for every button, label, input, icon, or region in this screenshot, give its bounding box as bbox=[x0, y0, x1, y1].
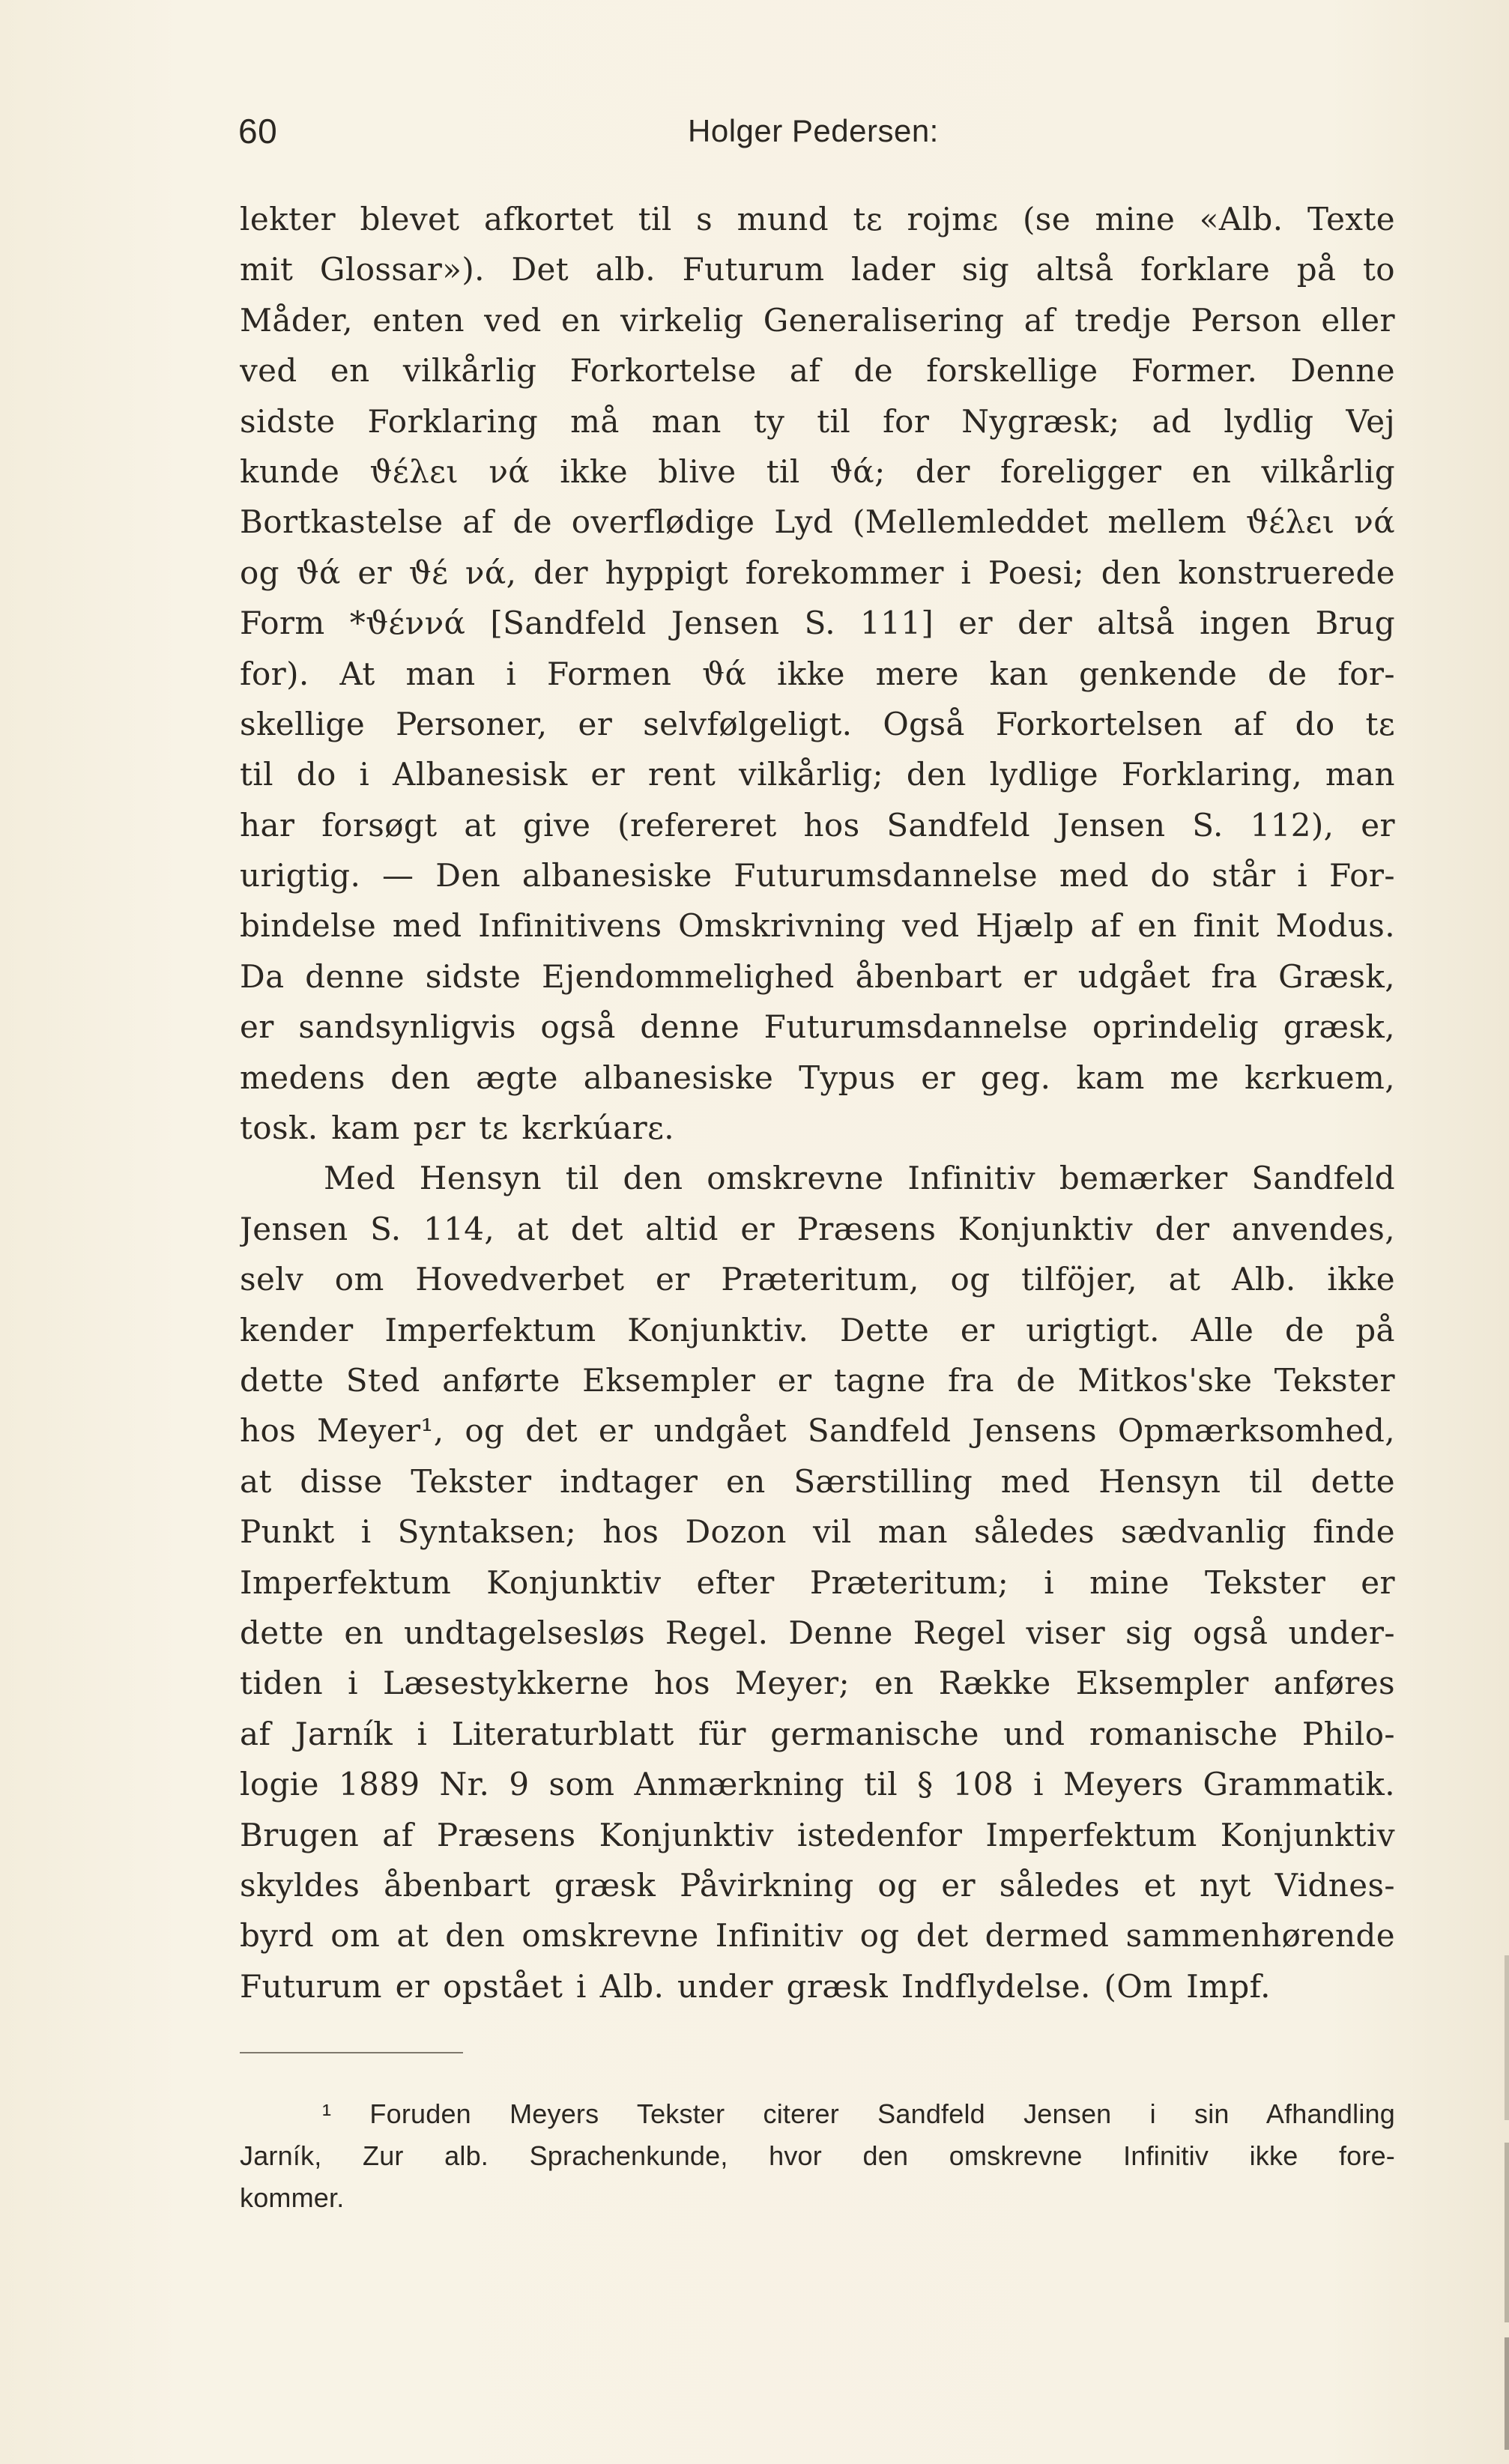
page-edge-shadow bbox=[1505, 2143, 1509, 2322]
text-line: logie 1889 Nr. 9 som Anmærkning til § 108 i Meyers Grammatik. bbox=[240, 1766, 1395, 1803]
text-line: og ϑά er ϑέ νά, der hyppigt forekommer i Poesi; den konstruerede bbox=[240, 554, 1395, 591]
text-line: Brugen af Præsens Konjunktiv istedenfor Imperfektum Konjunktiv bbox=[240, 1816, 1395, 1853]
page-edge-shadow bbox=[1505, 2337, 1509, 2450]
text-line: dette Sted anførte Eksempler er tagne fra de Mitkos'ske Tekster bbox=[240, 1361, 1395, 1399]
text-line: urigtig. — Den albanesiske Futurumsdannelse med do står i For- bbox=[240, 857, 1395, 895]
text-line: Imperfektum Konjunktiv efter Præteritum; i mine Tekster er bbox=[240, 1564, 1395, 1601]
text-line: tosk. kam pεr tε kεrkúarε. bbox=[240, 1110, 675, 1147]
footnote-line: Jarník, Zur alb. Sprachenkunde, hvor den omskrevne Infinitiv ikke fore- bbox=[240, 2140, 1395, 2171]
text-line: kunde ϑέλει νά ikke blive til ϑά; der foreligger en vilkårlig bbox=[240, 452, 1395, 490]
text-line: Måder, enten ved en virkelig Generalisering af tredje Person eller bbox=[240, 301, 1395, 339]
footnote-line: kommer. bbox=[240, 2182, 345, 2213]
main-text bbox=[240, 194, 1395, 2012]
text-line: skellige Personer, er selvfølgeligt. Også Forkortelsen af do tε bbox=[240, 705, 1395, 742]
text-line: Punkt i Syntaksen; hos Dozon vil man således sædvanlig finde bbox=[240, 1513, 1395, 1551]
text-line: kender Imperfektum Konjunktiv. Dette er urigtigt. Alle de på bbox=[240, 1311, 1395, 1348]
text-line: tiden i Læsestykkerne hos Meyer; en Række Eksempler anføres bbox=[240, 1665, 1395, 1702]
text-line: bindelse med Infinitivens Omskrivning ved Hjælp af en finit Modus. bbox=[240, 907, 1395, 945]
text-line: Form *ϑέννά [Sandfeld Jensen S. 111] er der altså ingen Brug bbox=[240, 605, 1395, 642]
text-line: for). At man i Formen ϑά ikke mere kan genkende de for- bbox=[240, 655, 1395, 692]
page-number: 60 bbox=[238, 112, 278, 151]
text-line: Med Hensyn til den omskrevne Infinitiv bemærker Sandfeld bbox=[324, 1160, 1395, 1197]
running-head: Holger Pedersen: bbox=[688, 113, 939, 148]
text-line: medens den ægte albanesiske Typus er geg. kam me kεrkuem, bbox=[240, 1059, 1395, 1096]
text-line: Bortkastelse af de overflødige Lyd (Mellemleddet mellem ϑέλει νά bbox=[240, 503, 1395, 541]
text-line: dette en undtagelsesløs Regel. Denne Regel viser sig også under- bbox=[240, 1614, 1395, 1651]
text-line: lekter blevet afkortet til s mund tε rojmε (se mine «Alb. Texte bbox=[240, 201, 1395, 237]
text-line: hos Meyer¹, og det er undgået Sandfeld Jensens Opmærksomhed, bbox=[240, 1412, 1395, 1450]
text-line: skyldes åbenbart græsk Påvirkning og er således et nyt Vidnes- bbox=[240, 1866, 1395, 1904]
text-line: har forsøgt at give (refereret hos Sandfeld Jensen S. 112), er bbox=[240, 806, 1395, 844]
footnote bbox=[240, 2093, 1395, 2219]
text-line: sidste Forklaring må man ty til for Nygræsk; ad lydlig Vej bbox=[240, 402, 1395, 440]
text-line: ved en vilkårlig Forkortelse af de forskellige Former. Denne bbox=[240, 352, 1395, 390]
text-line: til do i Albanesisk er rent vilkårlig; den lydlige Forklaring, man bbox=[240, 756, 1395, 793]
page-header bbox=[238, 105, 1400, 157]
text-line: Da denne sidste Ejendommelighed åbenbart er udgået fra Græsk, bbox=[240, 957, 1395, 995]
page-edge-shadow bbox=[1505, 1955, 1509, 2120]
text-line: Jensen S. 114, at det altid er Præsens Konjunktiv der anvendes, bbox=[240, 1210, 1395, 1247]
text-line: mit Glossar»). Det alb. Futurum lader sig altså forklare på to bbox=[240, 251, 1395, 288]
text-line: af Jarník i Literaturblatt für germanische und romanische Philo- bbox=[240, 1715, 1395, 1752]
text-line: byrd om at den omskrevne Infinitiv og det dermed sammenhørende bbox=[240, 1917, 1395, 1955]
text-line: at disse Tekster indtager en Særstilling med Hensyn til dette bbox=[240, 1462, 1395, 1500]
footnote-line: ¹ Foruden Meyers Tekster citerer Sandfeld Jensen i sin Afhandling bbox=[322, 2098, 1395, 2129]
text-line: selv om Hovedverbet er Præteritum, og tilföjer, at Alb. ikke bbox=[240, 1261, 1395, 1298]
text-line: Futurum er opstået i Alb. under græsk Indflydelse. (Om Impf. bbox=[240, 1967, 1271, 2005]
text-line: er sandsynligvis også denne Futurumsdannelse oprindelig græsk, bbox=[240, 1008, 1395, 1046]
footnote-divider bbox=[240, 2052, 463, 2053]
